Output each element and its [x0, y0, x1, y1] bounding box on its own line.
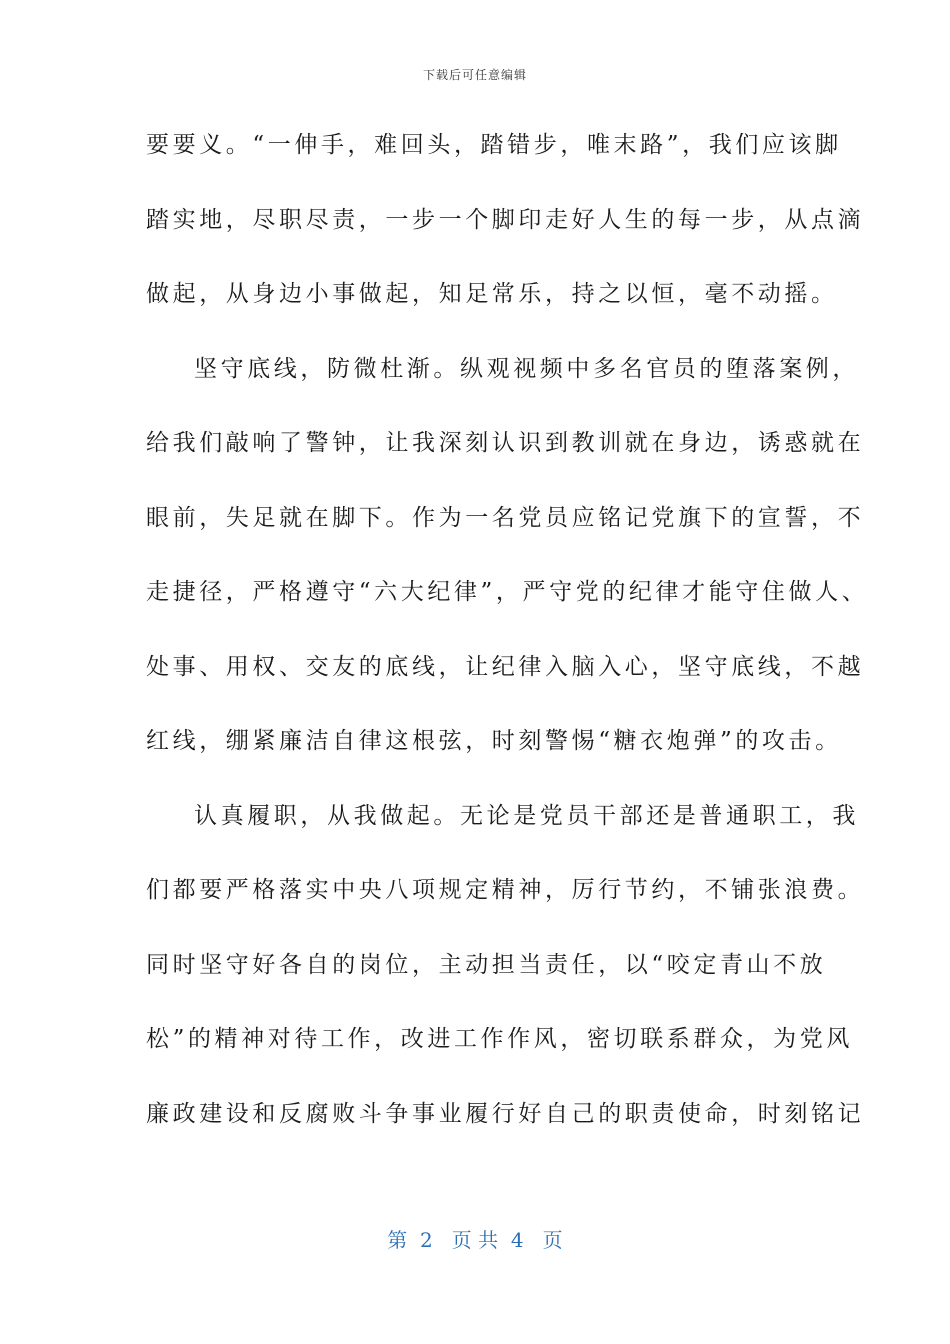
page-number: 第 2 页 共 4 页 — [387, 1228, 563, 1252]
document-body — [146, 118, 869, 1161]
paragraph-line: 红线，绷紧廉洁自律这根弦，时刻警惕“糖衣炮弹”的攻击。 — [146, 728, 842, 754]
paragraph-line: 眼前，失足就在脚下。作为一名党员应铭记党旗下的宣誓，不 — [146, 504, 865, 531]
paragraph-line: 廉政建设和反腐败斗争事业履行好自己的职责使命，时刻铭记 — [146, 1100, 865, 1127]
paragraph-line: 处事、用权、交友的底线，让纪律入脑入心，坚守底线，不越 — [146, 653, 865, 680]
header-note: 下载后可任意编辑 — [422, 68, 527, 82]
paragraph-line: 做起，从身边小事做起，知足常乐，持之以恒，毫不动摇。 — [146, 281, 838, 307]
paragraph-line: 要要义。“一伸手，难回头，踏错步，唯末路”，我们应该脚 — [146, 132, 842, 158]
paragraph-line: 踏实地，尽职尽责，一步一个脚印走好人生的每一步，从点滴 — [146, 206, 865, 233]
paragraph-line: 们都要严格落实中央八项规定精神，厉行节约，不铺张浪费。 — [146, 877, 865, 903]
paragraph-line: 认真履职，从我做起。无论是党员干部还是普通职工，我 — [194, 802, 859, 829]
paragraph-line: 给我们敲响了警钟，让我深刻认识到教训就在身边，诱惑就在 — [146, 430, 865, 456]
paragraph-line: 走捷径，严格遵守“六大纪律”，严守党的纪律才能守住做人、 — [146, 579, 869, 605]
paragraph-line: 同时坚守好各自的岗位，主动担当责任，以“咬定青山不放 — [146, 951, 827, 978]
paragraph-line: 坚守底线，防微杜渐。纵观视频中多名官员的堕落案例， — [194, 355, 859, 382]
paragraph-line: 松”的精神对待工作，改进工作作风，密切联系群众，为党风 — [146, 1026, 853, 1052]
